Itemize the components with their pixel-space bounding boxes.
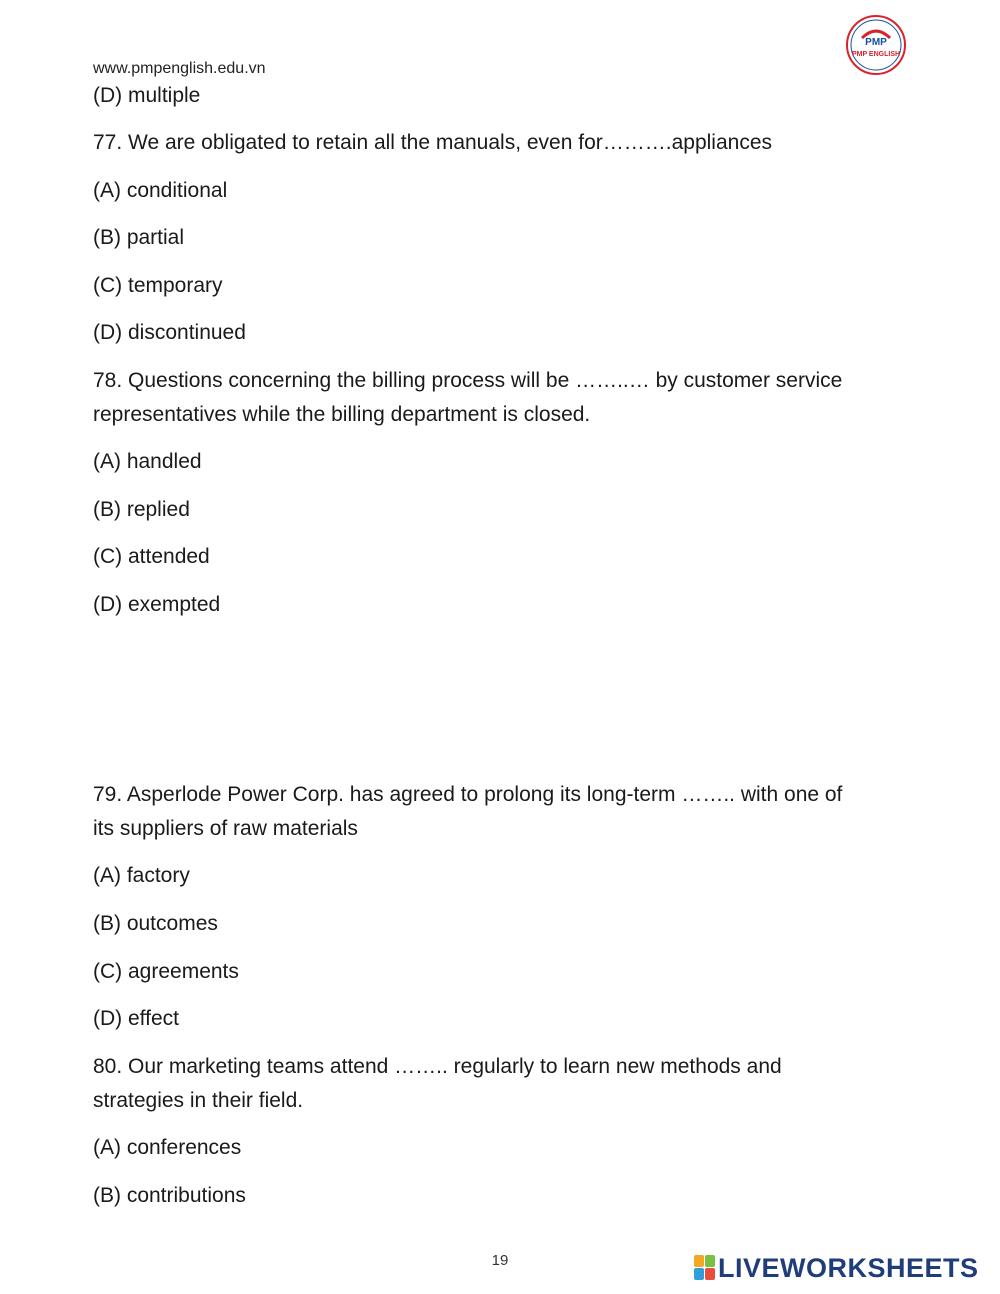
option-79-b: (B) outcomes — [93, 912, 218, 935]
option-77-c: (C) temporary — [93, 274, 223, 297]
svg-text:PMP: PMP — [865, 37, 887, 48]
question-80-line-2: strategies in their field. — [93, 1089, 304, 1112]
svg-text:PMP ENGLISH: PMP ENGLISH — [851, 51, 901, 58]
option-77-d: (D) discontinued — [93, 321, 246, 344]
question-77: 77. We are obligated to retain all the manuals, even for……….appliances — [93, 131, 772, 154]
option-79-d: (D) effect — [93, 1007, 179, 1030]
question-79-line-1: 79. Asperlode Power Corp. has agreed to prolong its long-term …….. with one of — [93, 783, 843, 806]
option-78-c: (C) attended — [93, 545, 210, 568]
pmp-english-logo — [845, 14, 907, 76]
question-78-line-2: representatives while the billing department is closed. — [93, 403, 591, 426]
page-number: 19 — [491, 1252, 509, 1269]
option-79-a: (A) factory — [93, 864, 190, 887]
liveworksheets-text: LIVEWORKSHEETS — [718, 1252, 979, 1283]
option-76-d: (D) multiple — [93, 84, 201, 107]
option-78-a: (A) handled — [93, 450, 202, 473]
option-78-d: (D) exempted — [93, 593, 221, 616]
option-80-b: (B) contributions — [93, 1184, 246, 1207]
question-78-line-1: 78. Questions concerning the billing process will be ……..… by customer service — [93, 369, 843, 392]
question-80-line-1: 80. Our marketing teams attend …….. regularly to learn new methods and — [93, 1055, 782, 1078]
option-79-c: (C) agreements — [93, 960, 239, 983]
website-url: www.pmpenglish.edu.vn — [93, 60, 266, 77]
question-79-line-2: its suppliers of raw materials — [93, 817, 358, 840]
option-77-b: (B) partial — [93, 226, 185, 249]
liveworksheets-icon — [694, 1255, 716, 1281]
option-80-a: (A) conferences — [93, 1136, 242, 1159]
option-77-a: (A) conditional — [93, 179, 228, 202]
option-78-b: (B) replied — [93, 498, 190, 521]
liveworksheets-brand — [694, 1253, 979, 1283]
